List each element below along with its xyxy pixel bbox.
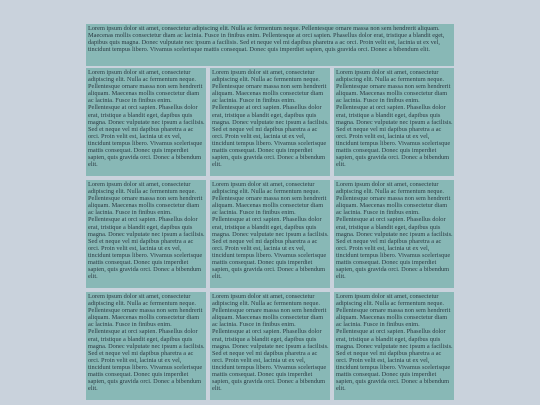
text-block-r1-c1: Lorem ipsum dolor sit amet, consectetur adipiscing elit. Nulla ac fermentum neque. Pellentesque ornare massa non sem hendrerit aliquam. Maecenas mollis consectetur diam ac lacinia. Fusce in finibus enim. Pellentesque at orci sapien. Phasellus dolor erat, tristique a blandit eget, dapibus quis magna. Donec vulputate nec ipsum a facilisis. Sed et neque vel mi dapibus pharetra a ac orci. Proin velit est, lacinia ut ex vel, tincidunt tempus libero. Vivamus scelerisque mattis consequat. Donec quis imperdiet sapien, quis gravida orci. Donec a bibendum elit. [86, 68, 206, 176]
text-block-r2-c2: Lorem ipsum dolor sit amet, consectetur adipiscing elit. Nulla ac fermentum neque. Pellentesque ornare massa non sem hendrerit aliquam. Maecenas mollis consectetur diam ac lacinia. Fusce in finibus enim. Pellentesque at orci sapien. Phasellus dolor erat, tristique a blandit eget, dapibus quis magna. Donec vulputate nec ipsum a facilisis. Sed et neque vel mi dapibus pharetra a ac orci. Proin velit est, lacinia ut ex vel, tincidunt tempus libero. Vivamus scelerisque mattis consequat. Donec quis imperdiet sapien, quis gravida orci. Donec a bibendum elit. [210, 180, 330, 288]
top-text-block: Lorem ipsum dolor sit amet, consectetur adipiscing elit. Nulla ac fermentum neque. Pellentesque ornare massa non sem hendrerit aliquam. Maecenas mollis consectetur diam ac lacinia. Fusce in finibus enim. Pellentesque at orci sapien. Phasellus dolor erat, tristique a blandit eget, dapibus quis magna. Donec vulputate nec ipsum a facilisis. Sed et neque vel mi dapibus pharetra a ac orci. Proin velit est, lacinia ut ex vel, tincidunt tempus libero. Vivamus scelerisque mattis consequat. Donec quis imperdiet sapien, quis gravida orci. Donec a bibendum elit. [86, 24, 454, 66]
text-block-r1-c3: Lorem ipsum dolor sit amet, consectetur adipiscing elit. Nulla ac fermentum neque. Pellentesque ornare massa non sem hendrerit aliquam. Maecenas mollis consectetur diam ac lacinia. Fusce in finibus enim. Pellentesque at orci sapien. Phasellus dolor erat, tristique a blandit eget, dapibus quis magna. Donec vulputate nec ipsum a facilisis. Sed et neque vel mi dapibus pharetra a ac orci. Proin velit est, lacinia ut ex vel, tincidunt tempus libero. Vivamus scelerisque mattis consequat. Donec quis imperdiet sapien, quis gravida orci. Donec a bibendum elit. [334, 68, 454, 176]
text-block-r3-c2: Lorem ipsum dolor sit amet, consectetur adipiscing elit. Nulla ac fermentum neque. Pellentesque ornare massa non sem hendrerit aliquam. Maecenas mollis consectetur diam ac lacinia. Fusce in finibus enim. Pellentesque at orci sapien. Phasellus dolor erat, tristique a blandit eget, dapibus quis magna. Donec vulputate nec ipsum a facilisis. Sed et neque vel mi dapibus pharetra a ac orci. Proin velit est, lacinia ut ex vel, tincidunt tempus libero. Vivamus scelerisque mattis consequat. Donec quis imperdiet sapien, quis gravida orci. Donec a bibendum elit. [210, 292, 330, 400]
text-block-r3-c1: Lorem ipsum dolor sit amet, consectetur adipiscing elit. Nulla ac fermentum neque. Pellentesque ornare massa non sem hendrerit aliquam. Maecenas mollis consectetur diam ac lacinia. Fusce in finibus enim. Pellentesque at orci sapien. Phasellus dolor erat, tristique a blandit eget, dapibus quis magna. Donec vulputate nec ipsum a facilisis. Sed et neque vel mi dapibus pharetra a ac orci. Proin velit est, lacinia ut ex vel, tincidunt tempus libero. Vivamus scelerisque mattis consequat. Donec quis imperdiet sapien, quis gravida orci. Donec a bibendum elit. [86, 292, 206, 400]
text-block-r3-c3: Lorem ipsum dolor sit amet, consectetur adipiscing elit. Nulla ac fermentum neque. Pellentesque ornare massa non sem hendrerit aliquam. Maecenas mollis consectetur diam ac lacinia. Fusce in finibus enim. Pellentesque at orci sapien. Phasellus dolor erat, tristique a blandit eget, dapibus quis magna. Donec vulputate nec ipsum a facilisis. Sed et neque vel mi dapibus pharetra a ac orci. Proin velit est, lacinia ut ex vel, tincidunt tempus libero. Vivamus scelerisque mattis consequat. Donec quis imperdiet sapien, quis gravida orci. Donec a bibendum elit. [334, 292, 454, 400]
text-block-r1-c2: Lorem ipsum dolor sit amet, consectetur adipiscing elit. Nulla ac fermentum neque. Pellentesque ornare massa non sem hendrerit aliquam. Maecenas mollis consectetur diam ac lacinia. Fusce in finibus enim. Pellentesque at orci sapien. Phasellus dolor erat, tristique a blandit eget, dapibus quis magna. Donec vulputate nec ipsum a facilisis. Sed et neque vel mi dapibus pharetra a ac orci. Proin velit est, lacinia ut ex vel, tincidunt tempus libero. Vivamus scelerisque mattis consequat. Donec quis imperdiet sapien, quis gravida orci. Donec a bibendum elit. [210, 68, 330, 176]
page-content [86, 24, 454, 405]
text-block-r2-c1: Lorem ipsum dolor sit amet, consectetur adipiscing elit. Nulla ac fermentum neque. Pellentesque ornare massa non sem hendrerit aliquam. Maecenas mollis consectetur diam ac lacinia. Fusce in finibus enim. Pellentesque at orci sapien. Phasellus dolor erat, tristique a blandit eget, dapibus quis magna. Donec vulputate nec ipsum a facilisis. Sed et neque vel mi dapibus pharetra a ac orci. Proin velit est, lacinia ut ex vel, tincidunt tempus libero. Vivamus scelerisque mattis consequat. Donec quis imperdiet sapien, quis gravida orci. Donec a bibendum elit. [86, 180, 206, 288]
text-block-r2-c3: Lorem ipsum dolor sit amet, consectetur adipiscing elit. Nulla ac fermentum neque. Pellentesque ornare massa non sem hendrerit aliquam. Maecenas mollis consectetur diam ac lacinia. Fusce in finibus enim. Pellentesque at orci sapien. Phasellus dolor erat, tristique a blandit eget, dapibus quis magna. Donec vulputate nec ipsum a facilisis. Sed et neque vel mi dapibus pharetra a ac orci. Proin velit est, lacinia ut ex vel, tincidunt tempus libero. Vivamus scelerisque mattis consequat. Donec quis imperdiet sapien, quis gravida orci. Donec a bibendum elit. [334, 180, 454, 288]
text-block-grid [86, 68, 454, 400]
